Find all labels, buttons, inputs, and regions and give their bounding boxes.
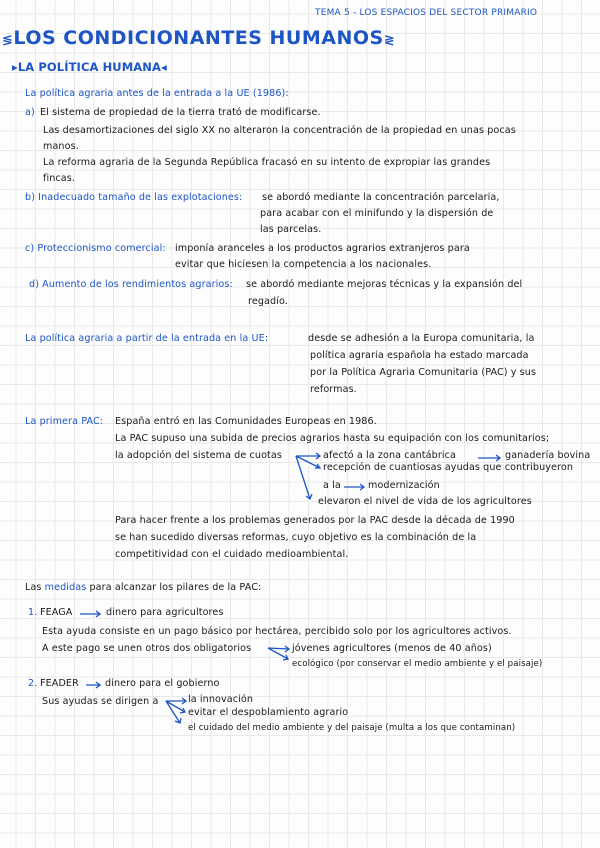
page-title [2, 27, 395, 52]
before-eu-heading: La política agraria antes de la entrada a la UE (1986): [25, 88, 289, 99]
item-d-label: d) Aumento de los rendimientos agrarios: [29, 279, 233, 290]
feader-branch: evitar el despoblamiento agrario [188, 707, 349, 718]
item-a-label: a) [25, 107, 35, 118]
first-pac-heading: La primera PAC: [25, 416, 104, 427]
item-a-line: La reforma agraria de la Segunda República fracasó en su intento de expropiar las grandes [43, 157, 491, 168]
feaga-name: FEAGA [40, 607, 73, 618]
reforms-line: competitividad con el cuidado medioambiental. [115, 549, 349, 560]
branch-text: a la [323, 480, 341, 491]
item-a-line: fincas. [43, 173, 76, 184]
feaga-line: Esta ayuda consiste en un pago básico por hectárea, percibido solo por los agricultores activos. [42, 626, 512, 637]
item-a-line: manos. [43, 141, 79, 152]
item-b-label: b) Inadecuado tamaño de las explotaciones: [25, 192, 243, 203]
item-d-line: se abordó mediante mejoras técnicas y la expansión del [246, 279, 523, 290]
feader-lead: Sus ayudas se dirigen a [42, 696, 159, 707]
branch-arrows-icon [166, 699, 190, 729]
arrow-right-icon [478, 455, 504, 461]
sparkle-icon: ≶ [2, 33, 14, 48]
item-a-line: Las desamortizaciones del siglo XX no alteraron la concentración de la propiedad en unas pocas [43, 125, 516, 136]
intro-keyword: medidas [44, 582, 87, 593]
quotas-text: la adopción del sistema de cuotas [115, 450, 282, 461]
arrow-right-icon [344, 484, 368, 490]
after-eu-line: desde se adhesión a la Europa comunitaria, la [308, 333, 535, 344]
bullet-icon: ◂ [161, 60, 167, 74]
feaga-target: dinero para agricultores [106, 607, 224, 618]
item-c-label: c) Proteccionismo comercial: [25, 243, 166, 254]
intro-text: para alcanzar los pilares de la PAC: [86, 582, 262, 593]
section-subtitle [12, 61, 167, 73]
item-a-title: El sistema de propiedad de la tierra trató de modificarse. [40, 107, 321, 118]
branch-text: elevaron el nivel de vida de los agricultores [318, 496, 532, 507]
sparkle-icon: ≷ [383, 33, 396, 48]
item-c-line: imponía aranceles a los productos agrarios extranjeros para [175, 243, 470, 254]
intro-text: Las [25, 582, 45, 593]
after-eu-line: política agraria española ha estado marcada [310, 350, 529, 361]
bullet-icon: ▸ [12, 60, 18, 74]
feaga-branch: ecológico (por conservar el medio ambiente y el paisaje) [292, 659, 543, 669]
branch-text: modernización [368, 480, 440, 491]
page-header: TEMA 5 - LOS ESPACIOS DEL SECTOR PRIMARIO [315, 8, 538, 18]
measures-intro [25, 582, 261, 594]
arrow-right-icon [80, 611, 104, 617]
branch-text: afectó a la zona cantábrica [323, 450, 456, 461]
item-b-line: para acabar con el minifundo y la dispersión de [260, 208, 494, 219]
item-b-line: se abordó mediante la concentración parcelaria, [262, 192, 500, 203]
feaga-line: A este pago se unen otros dos obligatorios [42, 643, 252, 654]
reforms-line: se han sucedido diversas reformas, cuyo objetivo es la combinación de la [115, 532, 477, 543]
feader-target: dinero para el gobierno [105, 678, 220, 689]
after-eu-heading: La política agraria a partir de la entrada en la UE: [25, 333, 269, 344]
branch-text: ganadería bovina [505, 450, 591, 461]
subtitle-text: LA POLÍTICA HUMANA [17, 60, 162, 74]
branch-arrows-icon [268, 646, 292, 664]
title-text: LOS CONDICIONANTES HUMANOS [13, 27, 384, 49]
item-c-line: evitar que hiciesen la competencia a los nacionales. [175, 259, 432, 270]
feader-number: 2. [28, 678, 38, 689]
feader-branch: el cuidado del medio ambiente y del paisaje (multa a los que contaminan) [188, 723, 516, 733]
after-eu-line: por la Política Agraria Comunitaria (PAC) y sus [310, 367, 537, 378]
feader-name: FEADER [40, 678, 79, 689]
feader-branch: la innovación [188, 694, 254, 705]
after-eu-line: reformas. [310, 384, 357, 395]
first-pac-line: La PAC supuso una subida de precios agrarios hasta su equipación con los comunitarios; [115, 433, 550, 444]
feaga-number: 1. [28, 607, 38, 618]
first-pac-line: España entró en las Comunidades Europeas en 1986. [115, 416, 377, 427]
branch-text: recepción de cuantiosas ayudas que contribuyeron [323, 462, 574, 473]
item-b-line: las parcelas. [260, 224, 322, 235]
item-d-line: regadío. [248, 296, 288, 307]
arrow-right-icon [86, 682, 104, 688]
reforms-line: Para hacer frente a los problemas generados por la PAC desde la década de 1990 [115, 515, 515, 526]
feaga-branch: jóvenes agricultores (menos de 40 años) [292, 643, 492, 654]
